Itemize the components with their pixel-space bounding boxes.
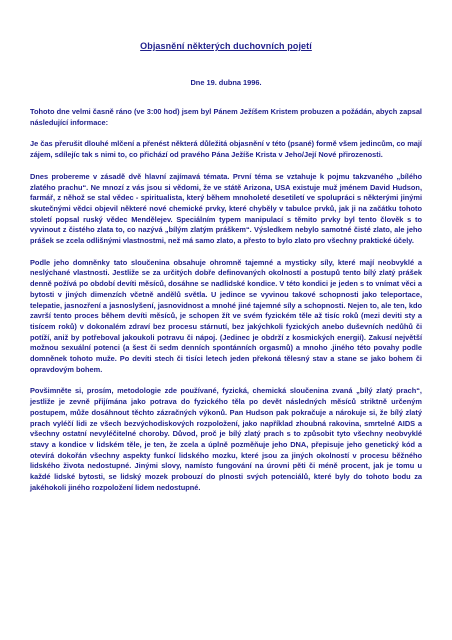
paragraph-intro: Tohoto dne velmi časně ráno (ve 3:00 hod) jsem byl Pánem Ježíšem Kristem probuzen a požádán, abych zapsal následující informace: xyxy=(30,107,422,127)
document-date: Dne 19. dubna 1996. xyxy=(190,78,262,87)
document-title: Objasnění některých duchovních pojetí xyxy=(140,41,312,51)
paragraph-white-gold: Dnes probereme v zásadě dvě hlavní zajímavá témata. První téma se vztahuje k pojmu takzvaného „bílého zlatého prachu“. Ne mnozí z vás jsou si vědomi, že ve státě Arizona, USA existuje muž jménem David Hudson, farmář, z něhož se stal vědec - spiritualista, který během mnoholeté desetiletí ve spolupráci s některými jinými skutečnými vědci objevil některé nové chemické prvky, které chyběly v tabulce prvků, jak ji na začátku tohoto století popsal ruský vědec Mendělejev. Speciálním typem manipulací s těmito prvky byl tento člověk s to vyvinout z čistého zlata to, co nazývá „bílým zlatým práškem“. Výsledkem nebylo samotné čisté zlato, ale jeho prášek se zcela odlišnými vlastnostmi, než má samo zlato, a přesto to bylo zlato pro všechny praktické účely. xyxy=(30,171,422,246)
paragraph-methodology: Povšimněte si, prosím, metodologie zde používané, fyzická, chemická sloučenina zvaná „bílý zlatý prach“, jestliže je zevně přijímána jako potrava do fyzického těla po devět následných měsíců striktně určeným postupem, může dosáhnout těchto zázračných výkonů. Pan Hudson pak pokračuje a nárokuje si, že bílý zlatý prach vyléčí lidi ze všech bezvýchodiskových rozpoložení, jako například zhoubná rakovina, smrtelné AIDS a všechny ostatní nevyléčitelné choroby. Důvod, proč je bílý zlatý prach s to způsobit tyto všechny neobvyklé stavy a kondice v lidském těle, je ten, že zcela a úplně pozměňuje jeho DNA, přepisuje jeho genetický kód a otevírá dokořán všechny aspekty funkcí lidského mozku, které jsou za jiných okolností v procesu běžného lidského života nedostupné. Jinými slovy, namísto fungování na úrovni pěti či méně procent, jak je tomu u každé lidské bytosti, se lidský mozek probouzí do plnosti svých potenciálů, které byly do tohoto bodu za jakéhokoli jiného rozpoložení lidem nedostupné. xyxy=(30,386,422,492)
paragraph-purpose: Je čas přerušit dlouhé mlčení a přenést některá důležitá objasnění v této (psané) formě všem jedincům, co mají zájem, sdílejíc tak s nimi to, co přichází od pravého Pána Ježíše Krista v Jeho/Její Nové přirozenosti. xyxy=(30,139,422,160)
paragraph-powers: Podle jeho domněnky tato sloučenina obsahuje ohromně tajemné a mysticky síly, které mají neobvyklé a neslýchané vlastnosti. Jestliže se za určitých dobře definovaných okolností a postupů tento bílý zlatý prášek denně požívá po období devíti měsíců, dosáhne se nadlidské kondice. V této kondici je jeden s to vnímat věci a bytosti v jiných dimenzích včetně andělů světla. U jedince se vyvinou takové schopnosti jako teleportace, telepatie, jasnozření a jasnoslyšení, jasnovidnost a mnohé jiné tajemné síly a schopnosti. Nejen to, ale ten, kdo završí tento proces během devíti měsíců, je schopen žít ve svém fyzickém těle až tisíc roků (mezi deviti sty a tisícem roků) v dokonalém zdraví bez procesu stárnutí, bez jakýchkoli fyzických anebo duševních nedůhů či potíží, aniž by potřeboval jakoukoli potravu či nápoj. (Jedinec je obdrží z kosmických energií). Zakusí největší možnou sexuální potenci (a šest či sedm denních spontánních orgasmů) a mnoho .jiného této povahy podle domněnek tohoto muže. Po devíti stech či tisíci letech jeden překoná tělesný stav a stane se jako bohem či opravdovým bohem. xyxy=(30,257,422,374)
